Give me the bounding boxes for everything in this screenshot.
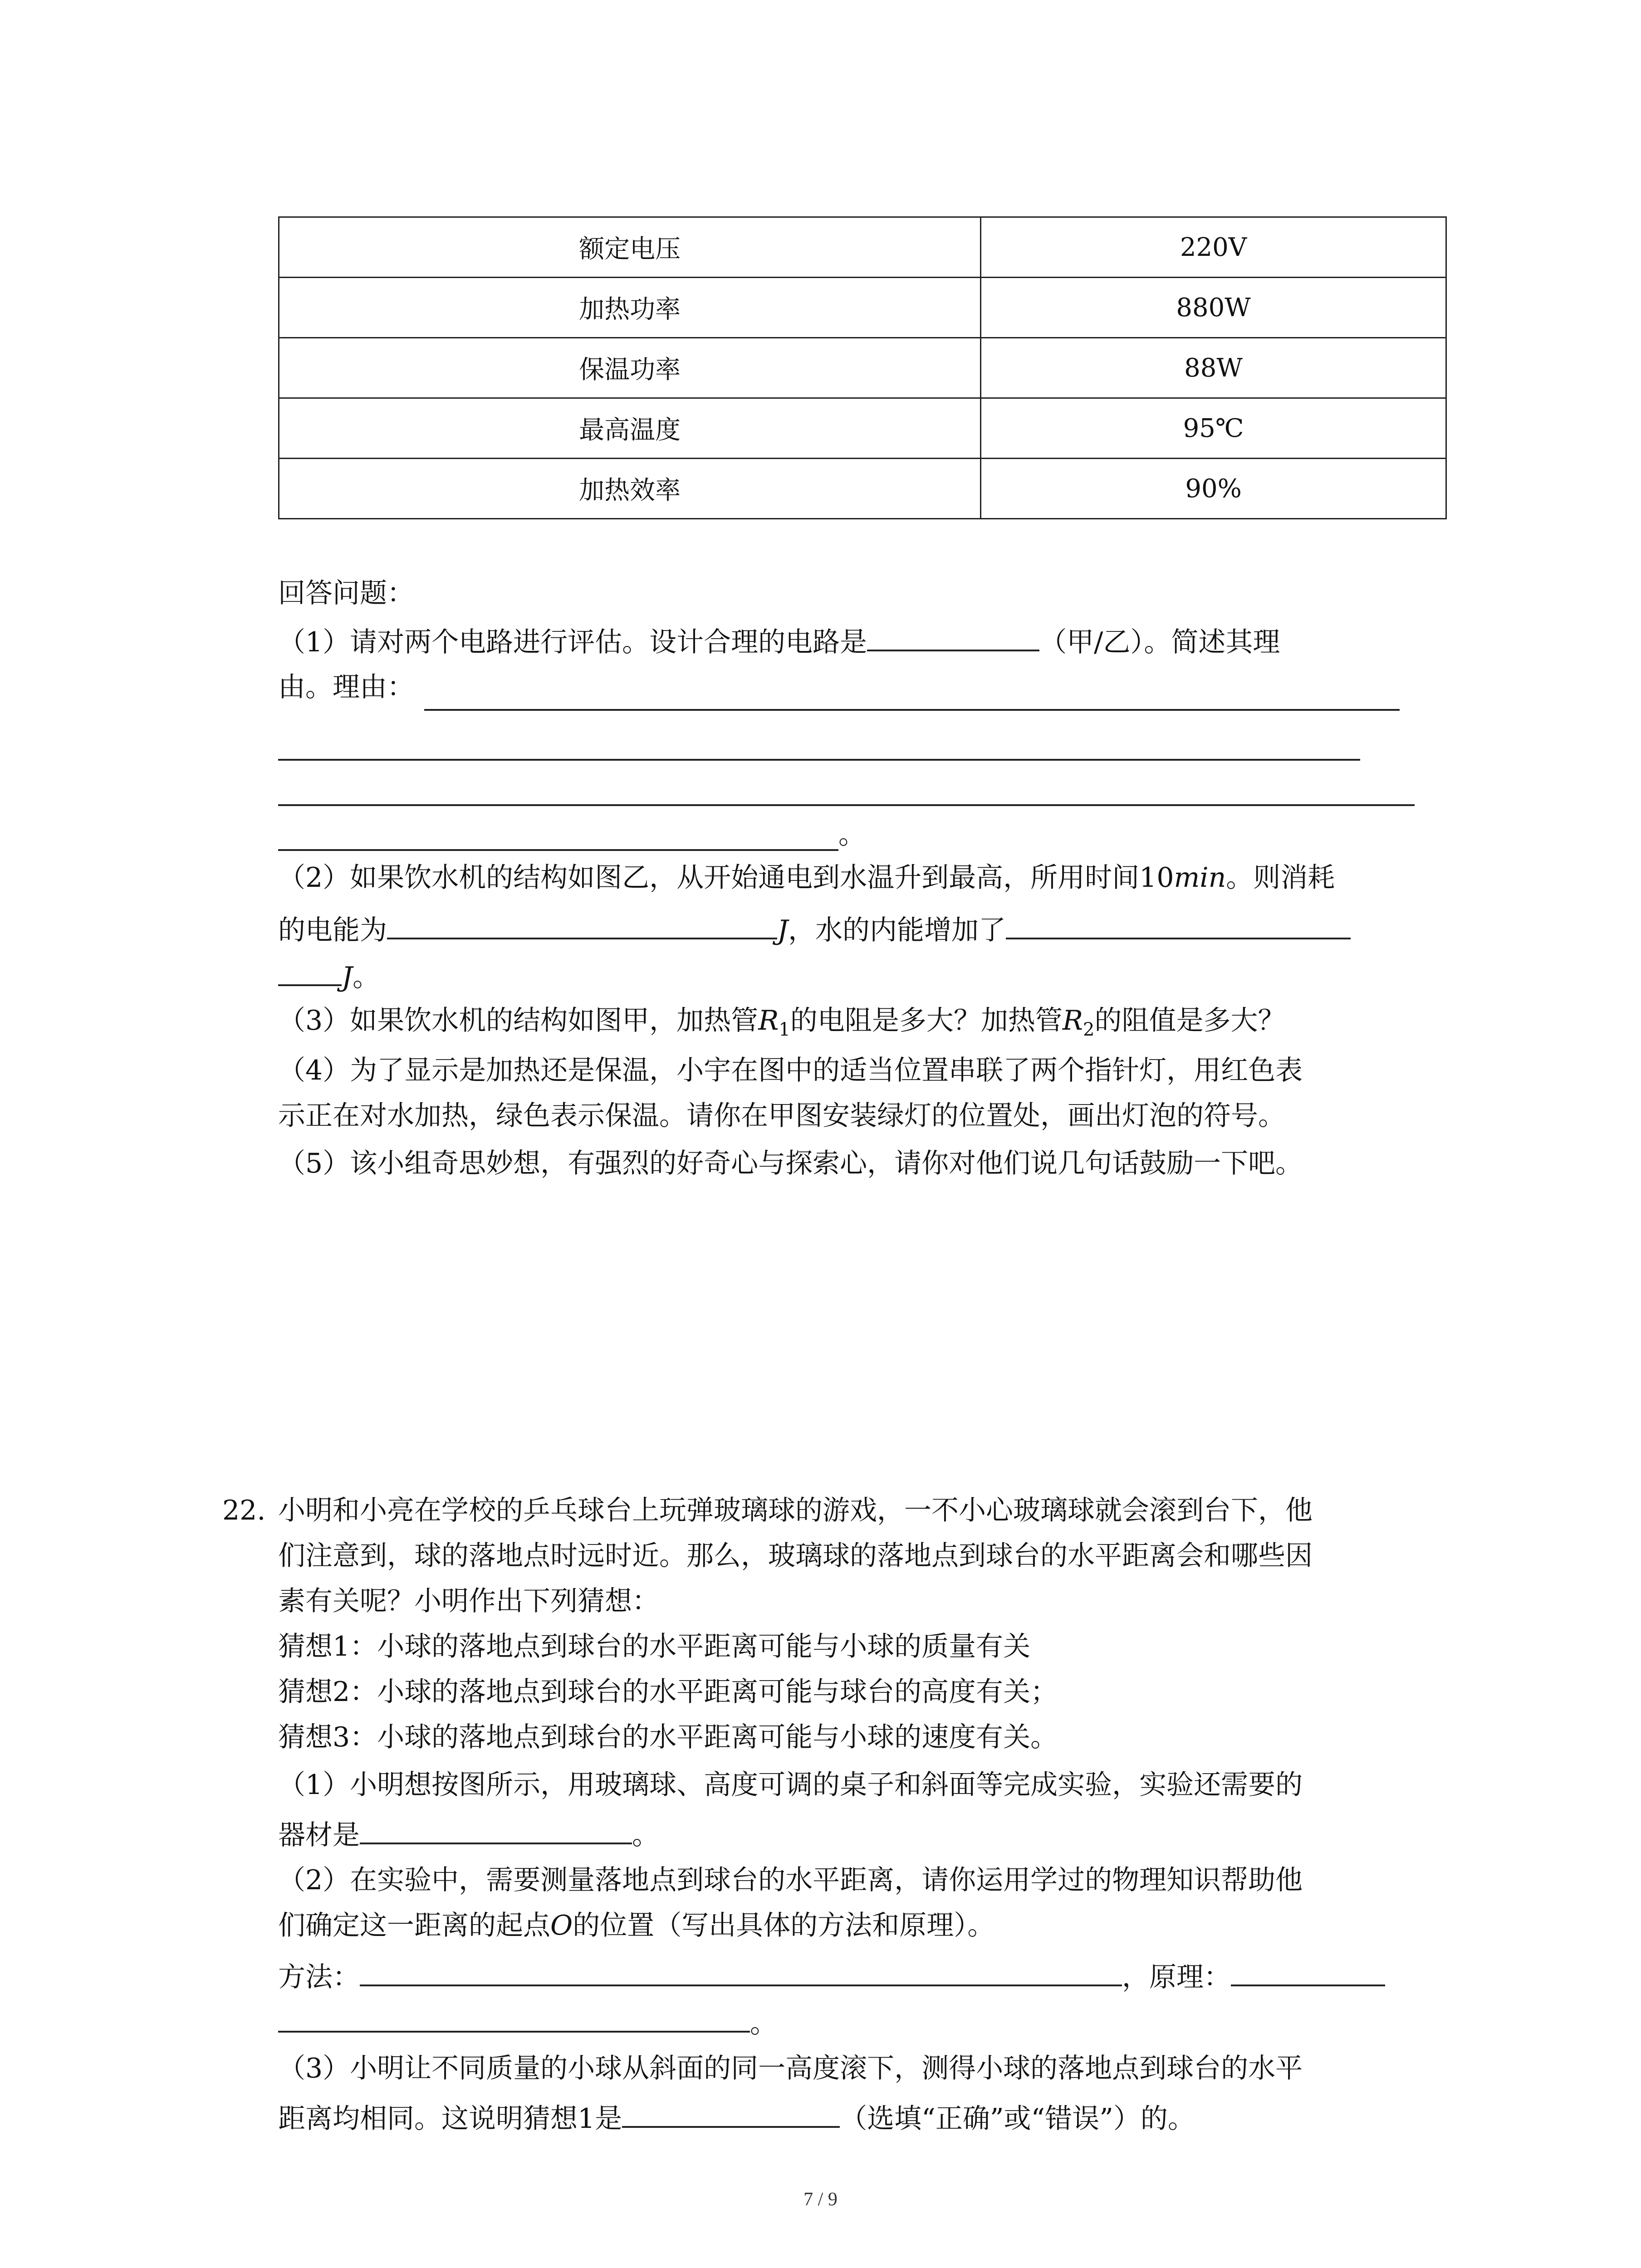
spec-value: 220V bbox=[981, 217, 1446, 278]
guess-2: 猜想2：小球的落地点到球台的水平距离可能与球台的高度有关； bbox=[278, 1676, 1058, 1708]
answer-line[interactable] bbox=[424, 709, 1400, 711]
answer-blank[interactable] bbox=[360, 1814, 632, 1844]
answer-line[interactable] bbox=[278, 804, 1415, 806]
q21-part4-line1: （4）为了显示是加热还是保温，小宇在图中的适当位置串联了两个指针灯，用红色表 bbox=[278, 1055, 1303, 1086]
answer-blank[interactable] bbox=[1006, 909, 1351, 939]
spec-label: 额定电压 bbox=[279, 217, 981, 278]
answer-blank[interactable] bbox=[278, 956, 342, 986]
spec-label: 保温功率 bbox=[279, 338, 981, 398]
spec-value: 880W bbox=[981, 278, 1446, 338]
table-row bbox=[279, 217, 1446, 278]
q21-part1-line1: （1）请对两个电路进行评估。设计合理的电路是 （甲/乙）。简述其理 bbox=[278, 621, 1280, 660]
spec-label: 最高温度 bbox=[279, 398, 981, 459]
q22-line3: 素有关呢？小明作出下列猜想： bbox=[278, 1585, 659, 1617]
table-row bbox=[279, 459, 1446, 519]
q22-line1: 小明和小亮在学校的乒乓球台上玩弹玻璃球的游戏，一不小心玻璃球就会滚到台下，他 bbox=[278, 1495, 1313, 1526]
q21-part5: （5）该小组奇思妙想，有强烈的好奇心与探索心，请你对他们说几句话鼓励一下吧。 bbox=[278, 1148, 1303, 1179]
spec-label: 加热效率 bbox=[279, 459, 981, 519]
q22-part3-line1: （3）小明让不同质量的小球从斜面的同一高度滚下，测得小球的落地点到球台的水平 bbox=[278, 2053, 1303, 2084]
q22-line2: 们注意到，球的落地点时远时近。那么，玻璃球的落地点到球台的水平距离会和哪些因 bbox=[278, 1540, 1313, 1572]
answer-blank[interactable] bbox=[622, 2098, 840, 2128]
q21-part3: （3）如果饮水机的结构如图甲，加热管$R_1$的电阻是多大？加热管$R_2$的阻值是多大？ bbox=[278, 1005, 1285, 1040]
q22-part3-line2: 距离均相同。这说明猜想1是 （选填“正确”或“错误”）的。 bbox=[278, 2098, 1195, 2137]
spec-value: 95℃ bbox=[981, 398, 1446, 459]
answer-intro: 回答问题： bbox=[278, 577, 414, 609]
q22-part2-line2: 们确定这一距离的起点O的位置（写出具体的方法和原理）。 bbox=[278, 1910, 995, 1941]
answer-line[interactable] bbox=[278, 849, 838, 851]
principle-blank[interactable] bbox=[1231, 1956, 1385, 1986]
q22-part2-line1: （2）在实验中，需要测量落地点到球台的水平距离，请你运用学过的物理知识帮助他 bbox=[278, 1864, 1303, 1896]
page-number: 7 / 9 bbox=[803, 2189, 838, 2210]
method-blank[interactable] bbox=[360, 1956, 1122, 1986]
table-row bbox=[279, 398, 1446, 459]
guess-1: 猜想1：小球的落地点到球台的水平距离可能与小球的质量有关 bbox=[278, 1631, 1031, 1662]
q21-part2-line1: （2）如果饮水机的结构如图乙，从开始通电到水温升到最高，所用时间10min。则消耗 bbox=[278, 862, 1335, 894]
table-row bbox=[279, 278, 1446, 338]
q21-part4-line2: 示正在对水加热，绿色表示保温。请你在甲图安装绿灯的位置处，画出灯泡的符号。 bbox=[278, 1100, 1285, 1132]
period: 。 bbox=[838, 819, 866, 850]
q21-part2-line2: 的电能为 J，水的内能增加了 bbox=[278, 909, 1351, 948]
spec-value: 90% bbox=[981, 459, 1446, 519]
answer-blank[interactable] bbox=[387, 909, 777, 939]
answer-line[interactable] bbox=[278, 759, 1360, 761]
answer-blank[interactable] bbox=[867, 621, 1039, 651]
q22-principle-line: 。 bbox=[278, 2003, 777, 2042]
table-row bbox=[279, 338, 1446, 398]
q21-part1-line2: 由。理由： bbox=[278, 671, 414, 703]
question-number: 22. bbox=[222, 1495, 266, 1526]
q22-part1-line2: 器材是 。 bbox=[278, 1814, 659, 1853]
spec-label: 加热功率 bbox=[279, 278, 981, 338]
q22-method-line: 方法： ，原理： bbox=[278, 1956, 1385, 1995]
answer-blank[interactable] bbox=[278, 2003, 750, 2033]
guess-3: 猜想3：小球的落地点到球台的水平距离可能与小球的速度有关。 bbox=[278, 1721, 1058, 1753]
q21-part2-line3: J。 bbox=[278, 956, 380, 995]
spec-table bbox=[278, 216, 1447, 519]
q22-part1-line1: （1）小明想按图所示，用玻璃球、高度可调的桌子和斜面等完成实验，实验还需要的 bbox=[278, 1769, 1303, 1801]
spec-value: 88W bbox=[981, 338, 1446, 398]
